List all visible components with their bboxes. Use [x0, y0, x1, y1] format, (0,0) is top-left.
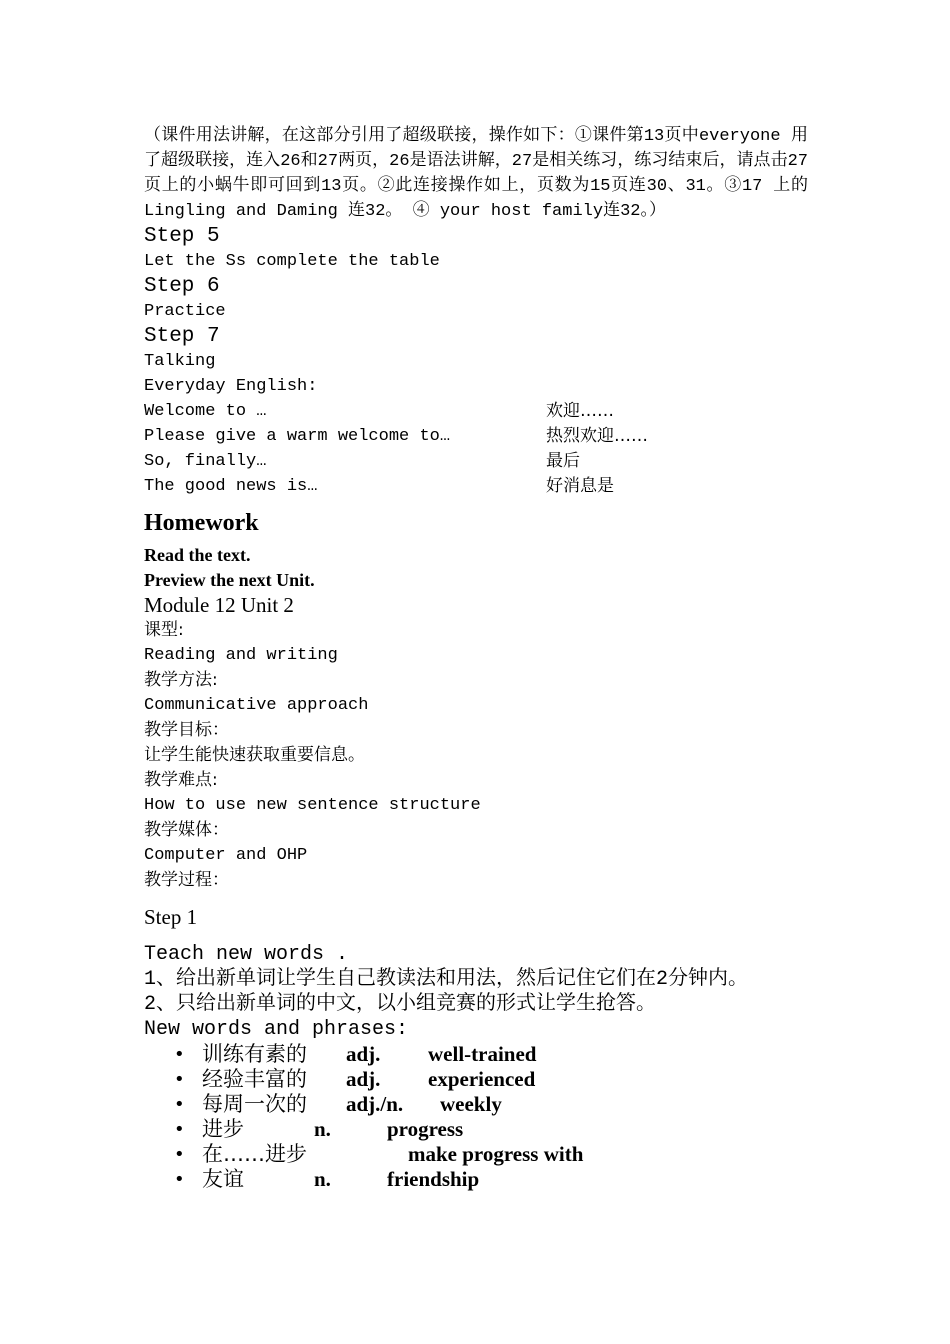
word-cn: 训练有素的	[202, 1042, 307, 1066]
phrase-cn: 欢迎……	[546, 401, 614, 421]
document-page	[144, 124, 808, 1192]
homework-title: Homework	[144, 510, 259, 536]
list-item	[174, 1092, 808, 1117]
step-title: Step 5	[144, 225, 220, 248]
word-pos: adj./n.	[346, 1092, 404, 1116]
bullet-icon: •	[174, 1144, 185, 1165]
homework-item: Read the text.	[144, 545, 251, 565]
info-label: 教学媒体：	[144, 820, 229, 840]
phrase-cn: 好消息是	[546, 476, 614, 496]
list-item	[174, 1142, 808, 1167]
word-en: experienced	[428, 1067, 536, 1091]
info-value: Communicative approach	[144, 696, 369, 715]
module-title: Module 12 Unit 2	[144, 593, 294, 617]
phrase-en: Welcome to …	[144, 402, 267, 421]
everyday-english-heading: Everyday English:	[144, 377, 318, 396]
word-en: make progress with	[408, 1142, 584, 1166]
word-pos: n.	[314, 1117, 331, 1141]
step-title: Step 7	[144, 325, 220, 348]
word-en: weekly	[440, 1092, 502, 1116]
bullet-icon: •	[174, 1044, 185, 1065]
new-words-list	[144, 1042, 808, 1192]
word-cn: 进步	[202, 1117, 244, 1141]
info-label: 教学方法:	[144, 670, 218, 690]
list-item	[174, 1117, 808, 1142]
list-item	[174, 1067, 808, 1092]
word-cn: 友谊	[202, 1167, 244, 1191]
everyday-english-table	[144, 399, 808, 499]
list-item	[174, 1167, 808, 1192]
info-label: 课型:	[144, 620, 184, 640]
info-label: 教学目标：	[144, 720, 229, 740]
word-en: well-trained	[428, 1042, 537, 1066]
word-pos: n.	[314, 1167, 331, 1191]
teach-new-words: Teach new words .	[144, 943, 349, 966]
step-title: Step 6	[144, 275, 220, 298]
step-7	[144, 324, 808, 374]
phrase-en: Please give a warm welcome to…	[144, 427, 451, 446]
info-value: Computer and OHP	[144, 846, 308, 865]
info-value: How to use new sentence structure	[144, 796, 481, 815]
intro-note: （课件用法讲解，在这部分引用了超级联接，操作如下：①课件第13页中everyone 用了超级联接，连入26和27两页，26是语法讲解，27是相关练习，练习结束后，请点击27页上的小蜗牛即可回到13页。②此连接操作如上，页数为15页连30、31。③17 上的 Lingling and Daming 连32。 ④ your host family连32。）	[144, 127, 808, 221]
phrase-cn: 最后	[546, 451, 580, 471]
word-pos: adj.	[346, 1067, 381, 1091]
word-cn: 经验丰富的	[202, 1067, 307, 1091]
list-item	[174, 1042, 808, 1067]
word-cn: 在……进步	[202, 1142, 307, 1166]
step-6	[144, 274, 808, 324]
phrase-row	[144, 424, 808, 449]
phrase-row	[144, 474, 808, 499]
method-1: 1、给出新单词让学生自己教读法和用法，然后记住它们在2分钟内。	[144, 968, 749, 991]
homework-item: Preview the next Unit.	[144, 570, 315, 590]
info-label: 教学难点:	[144, 770, 218, 790]
word-cn: 每周一次的	[202, 1092, 307, 1116]
phrase-en: So, finally…	[144, 452, 267, 471]
method-2: 2、只给出新单词的中文，以小组竞赛的形式让学生抢答。	[144, 993, 657, 1016]
phrase-row	[144, 399, 808, 424]
bullet-icon: •	[174, 1119, 185, 1140]
info-value: 让学生能快速获取重要信息。	[144, 745, 365, 765]
phrase-cn: 热烈欢迎……	[546, 426, 648, 446]
step-1-title: Step 1	[144, 905, 198, 929]
step-text: Practice	[144, 302, 226, 321]
bullet-icon: •	[174, 1169, 185, 1190]
word-pos: adj.	[346, 1042, 381, 1066]
step-text: Talking	[144, 352, 216, 371]
phrase-en: The good news is…	[144, 477, 318, 496]
word-en: progress	[387, 1117, 464, 1141]
step-text: Let the Ss complete the table	[144, 252, 440, 271]
word-en: friendship	[387, 1167, 480, 1191]
phrase-row	[144, 449, 808, 474]
bullet-icon: •	[174, 1069, 185, 1090]
new-words-heading: New words and phrases:	[144, 1018, 409, 1041]
bullet-icon: •	[174, 1094, 185, 1115]
step-5	[144, 224, 808, 274]
lesson-info	[144, 618, 808, 893]
process-label: 教学过程：	[144, 870, 229, 890]
info-value: Reading and writing	[144, 646, 338, 665]
